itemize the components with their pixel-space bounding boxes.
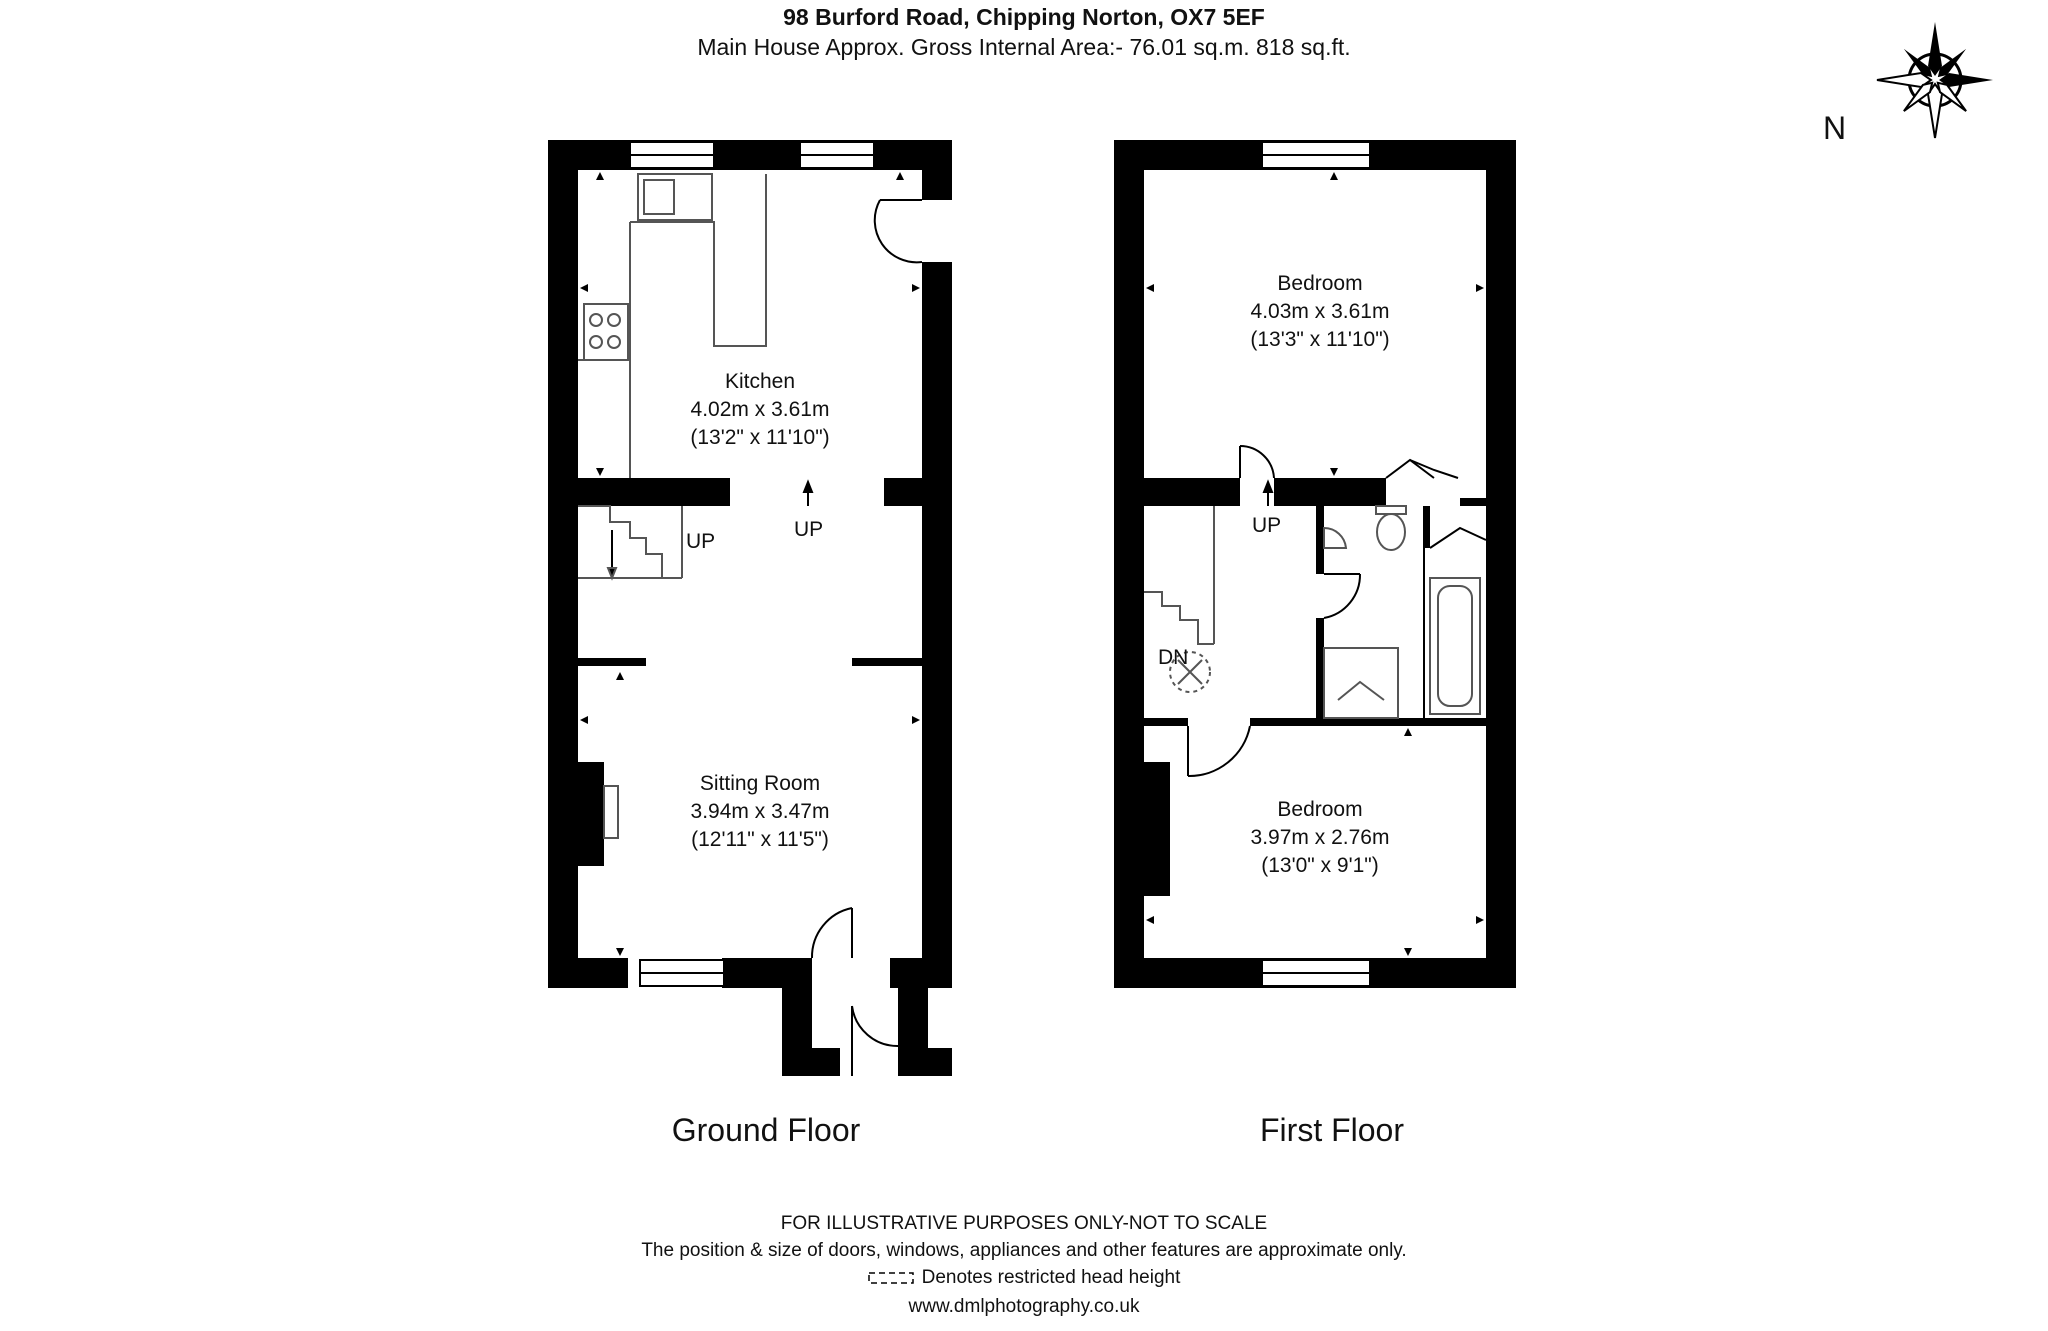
room-label-kitchen — [650, 368, 870, 452]
legend-row — [868, 1264, 1181, 1291]
room-name: Sitting Room — [699, 772, 821, 795]
gf-left-wall — [548, 140, 578, 988]
gf-partition-left — [578, 658, 646, 666]
room-metric: 3.97m x 2.76m — [1250, 826, 1390, 849]
gf-staircase — [578, 506, 682, 578]
ff-stairs-up-label: UP — [1252, 514, 1282, 537]
website-link[interactable]: www.dmlphotography.co.uk — [908, 1295, 1140, 1317]
room-label-bedroom-rear — [1210, 796, 1430, 880]
basin-icon — [1324, 528, 1346, 548]
ff-partition-mid — [1274, 478, 1314, 506]
ff-bathroom-fittings — [1324, 506, 1480, 718]
toilet-cistern-icon — [1376, 506, 1406, 514]
ff-rear-partition-left — [1144, 718, 1188, 726]
gf-partition-right — [852, 658, 922, 666]
ground-floor-label: Ground Floor — [671, 1112, 861, 1148]
first-floor-label: First Floor — [1260, 1112, 1404, 1148]
north-label: N — [1823, 110, 1847, 146]
ff-chimney-breast — [1144, 762, 1170, 896]
gf-chimney-breast — [578, 762, 604, 866]
gross-area-text: Main House Approx. Gross Internal Area:- 76.01 sq.m. 818 sq.ft. — [697, 34, 1351, 60]
gf-divider-right — [884, 478, 952, 506]
gf-stairs-up-label: UP — [686, 530, 716, 553]
gf-divider-left — [548, 478, 730, 506]
room-label-bedroom-front — [1210, 270, 1430, 354]
gf-back-door — [875, 200, 922, 262]
restricted-height-legend-icon — [868, 1271, 914, 1285]
legend-text: Denotes restricted head height — [921, 1267, 1181, 1288]
room-name: Bedroom — [1277, 798, 1363, 821]
room-imperial: (13'2" x 11'10") — [690, 426, 830, 449]
gf-up-arrow-icon — [804, 482, 812, 506]
room-imperial: (13'3" x 11'10") — [1250, 328, 1390, 351]
approximation-note: The position & size of doors, windows, appliances and other features are approximate only. — [641, 1240, 1407, 1261]
plan-title: 98 Burford Road, Chipping Norton, OX7 5EF — [783, 4, 1265, 30]
room-metric: 3.94m x 3.47m — [690, 800, 830, 823]
ff-up-arrow-icon — [1264, 482, 1272, 506]
gf-top-wall — [548, 140, 938, 170]
toilet-bowl-icon — [1377, 514, 1405, 550]
ff-stairs-down-label: DN — [1158, 646, 1189, 669]
ff-left-wall — [1114, 140, 1144, 988]
plan-footer — [0, 1210, 2048, 1320]
ground-floor-plan — [548, 140, 952, 1076]
ff-partition-bath-top — [1314, 478, 1386, 506]
ff-partition-left — [1144, 478, 1240, 506]
room-metric: 4.03m x 3.61m — [1250, 300, 1390, 323]
gf-porch-left-foot — [782, 1048, 840, 1076]
gf-windows — [630, 142, 874, 986]
room-name: Kitchen — [724, 370, 796, 393]
disclaimer-text: FOR ILLUSTRATIVE PURPOSES ONLY-NOT TO SCALE — [780, 1213, 1268, 1234]
gf-bottom-wall-left — [548, 958, 628, 988]
kitchen-hob-icon — [584, 304, 628, 360]
ff-right-wall — [1486, 140, 1516, 988]
ff-bath-wall-v2 — [1316, 618, 1324, 724]
ff-rear-partition — [1250, 718, 1486, 726]
gf-porch-right-foot — [898, 1048, 952, 1076]
room-name: Bedroom — [1277, 272, 1363, 295]
room-imperial: (13'0" x 9'1") — [1261, 854, 1379, 877]
gf-doorway-up-label: UP — [794, 518, 824, 541]
room-imperial: (12'11" x 11'5") — [691, 828, 829, 851]
gf-right-wall-lower — [922, 262, 952, 988]
gf-right-wall-upper — [922, 140, 952, 200]
ff-partition-right — [1460, 498, 1486, 506]
room-label-sitting-room — [650, 770, 870, 854]
ff-bath-wall-v — [1316, 506, 1324, 574]
room-metric: 4.02m x 3.61m — [690, 398, 830, 421]
gf-fireplace-hearth — [604, 786, 618, 838]
kitchen-peninsula — [630, 174, 766, 346]
